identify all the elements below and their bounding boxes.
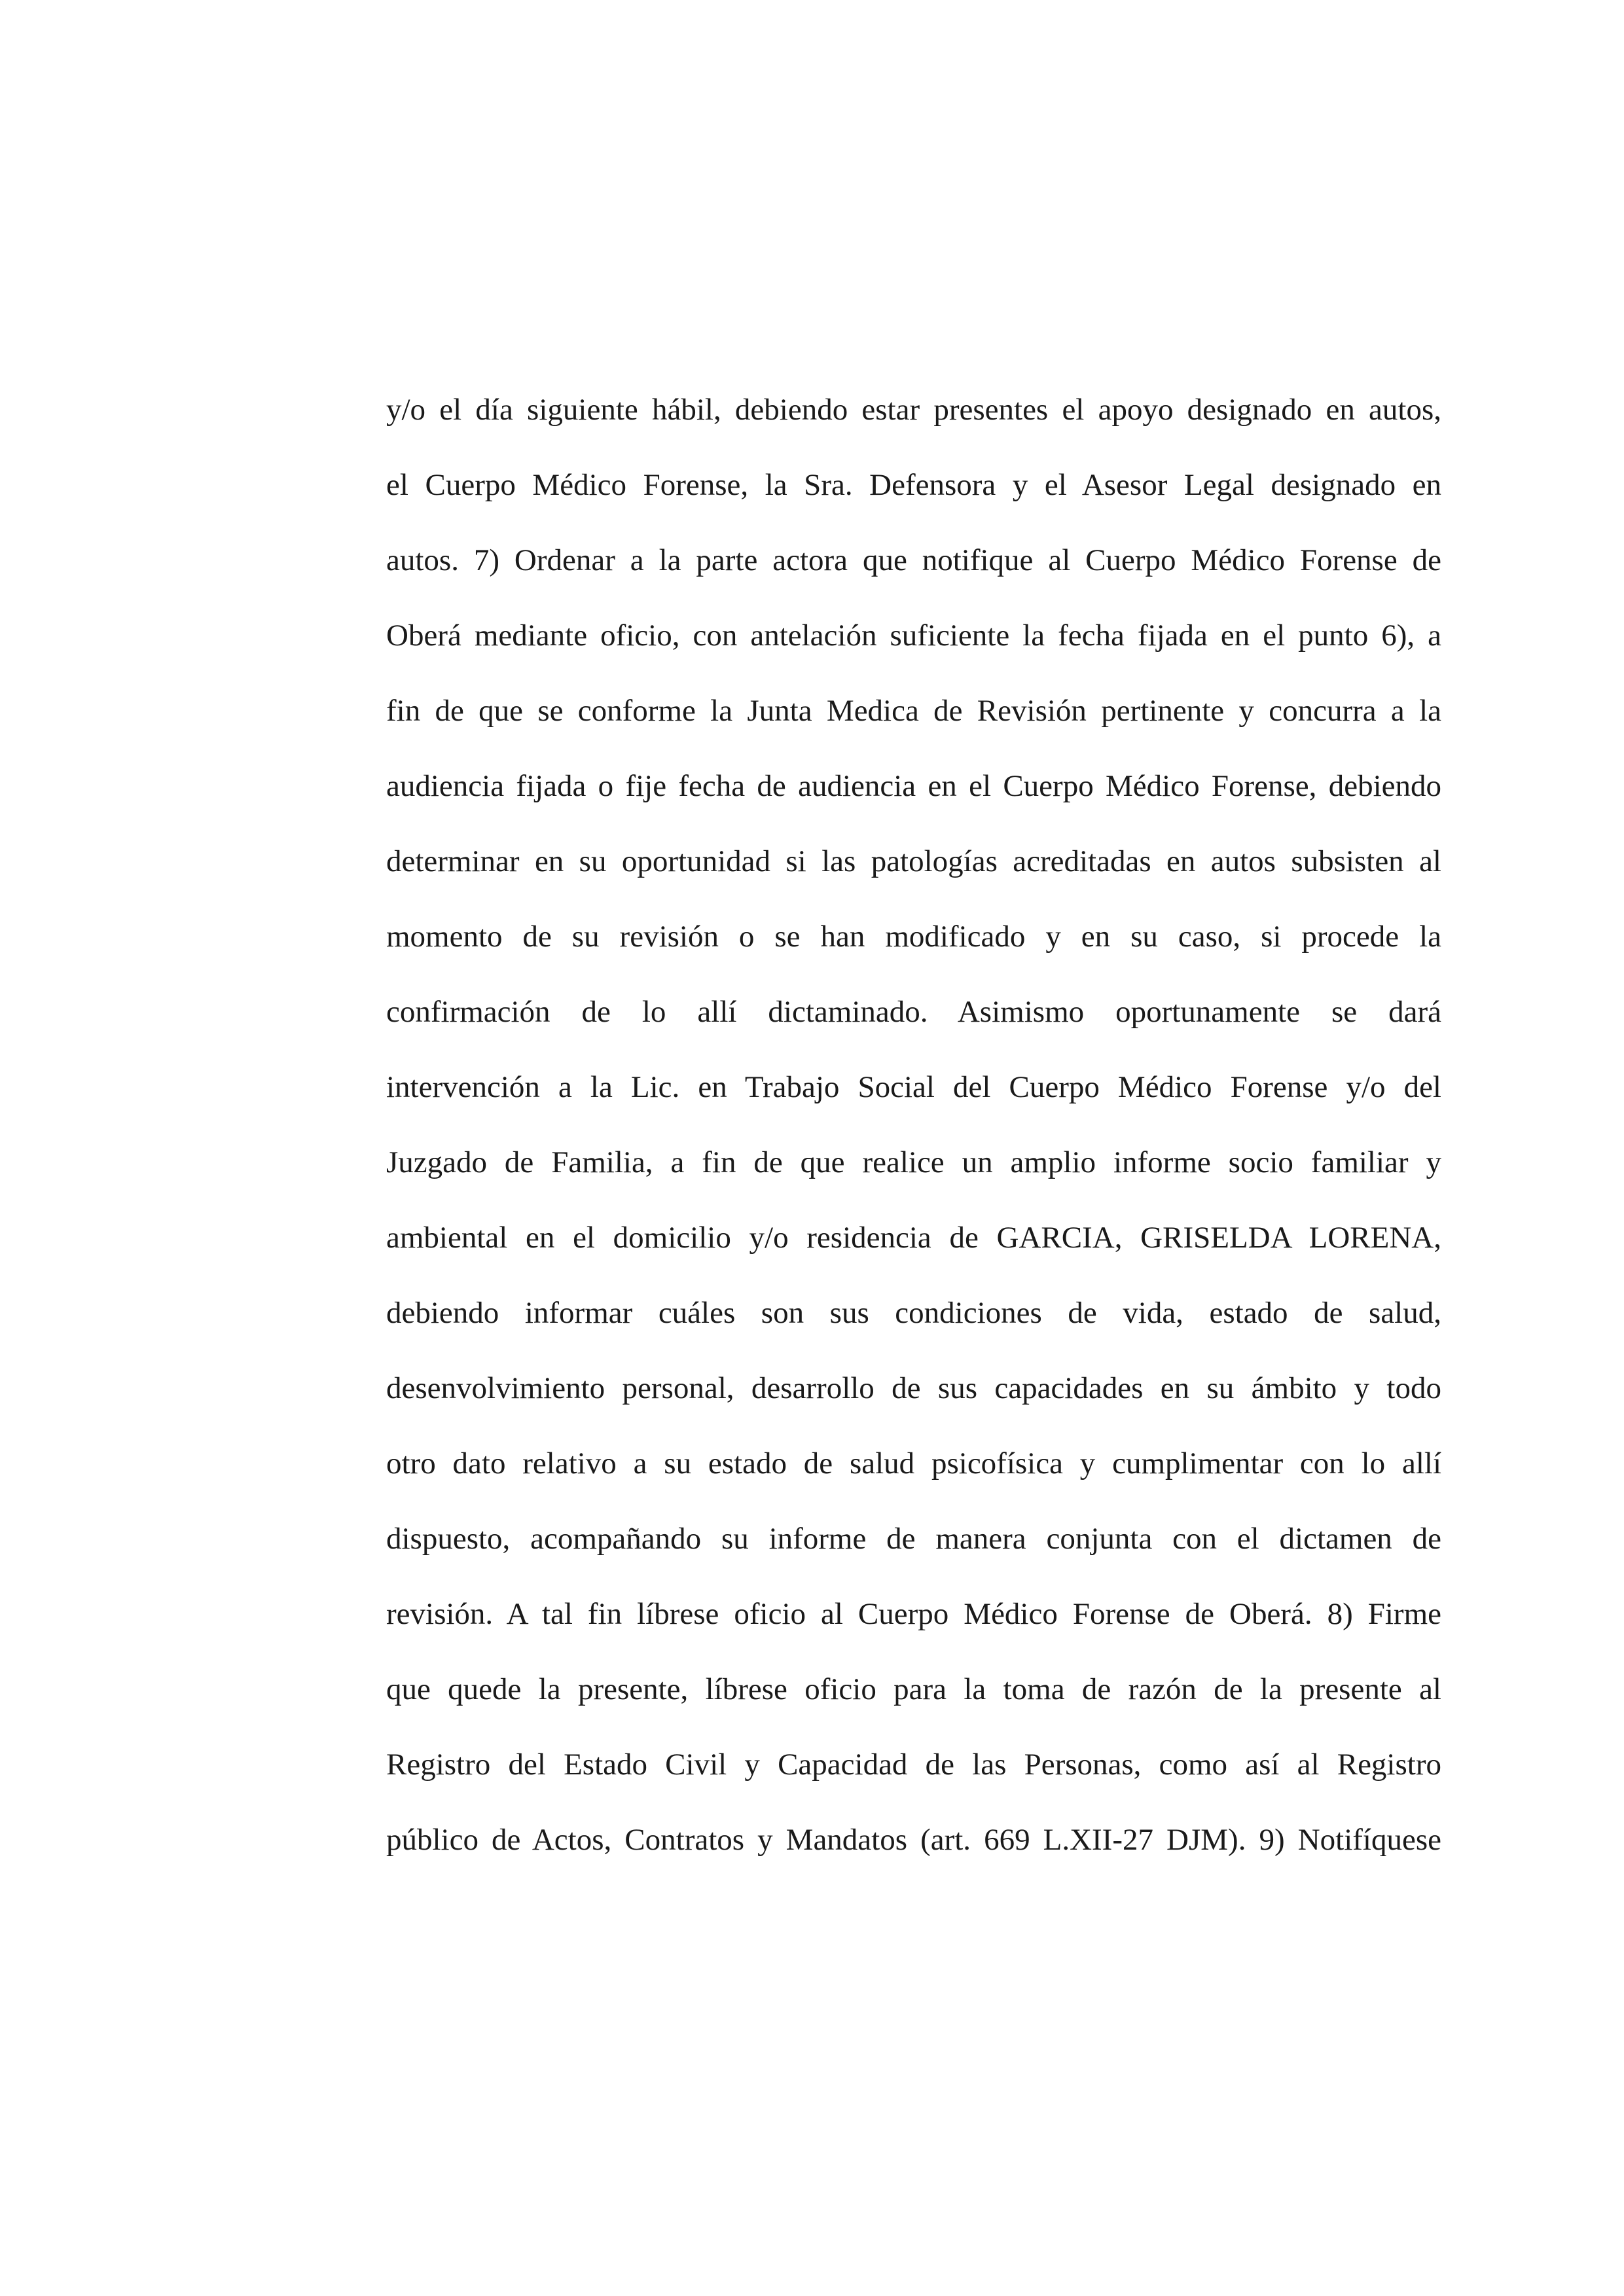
text-line: Juzgado de Familia, a fin de que realice un amplio informe socio familiar y [386,1145,1441,1179]
text-line: el Cuerpo Médico Forense, la Sra. Defensora y el Asesor Legal designado en [386,468,1441,502]
text-line: ambiental en el domicilio y/o residencia de GARCIA, GRISELDA LORENA, [386,1221,1441,1255]
text-line: Registro del Estado Civil y Capacidad de las Personas, como así al Registro [386,1748,1441,1782]
text-line: intervención a la Lic. en Trabajo Social del Cuerpo Médico Forense y/o del [386,1070,1441,1104]
text-line: y/o el día siguiente hábil, debiendo estar presentes el apoyo designado en autos, [386,393,1441,427]
text-line: desenvolvimiento personal, desarrollo de sus capacidades en su ámbito y todo [386,1371,1441,1405]
text-line: determinar en su oportunidad si las patologías acreditadas en autos subsisten al [386,844,1441,878]
text-line: Oberá mediante oficio, con antelación suficiente la fecha fijada en el punto 6), a [386,619,1441,653]
text-line: que quede la presente, líbrese oficio para la toma de razón de la presente al [386,1672,1441,1706]
text-line: debiendo informar cuáles son sus condiciones de vida, estado de salud, [386,1296,1441,1330]
text-line: otro dato relativo a su estado de salud psicofísica y cumplimentar con lo allí [386,1446,1441,1480]
text-line: confirmación de lo allí dictaminado. Asimismo oportunamente se dará [386,995,1441,1029]
text-line: dispuesto, acompañando su informe de manera conjunta con el dictamen de [386,1522,1441,1556]
text-line: fin de que se conforme la Junta Medica de Revisión pertinente y concurra a la [386,694,1441,728]
body-text [386,378,1441,1884]
text-line: audiencia fijada o fije fecha de audiencia en el Cuerpo Médico Forense, debiendo [386,769,1441,803]
text-line: público de Actos, Contratos y Mandatos (art. 669 L.XII-27 DJM). 9) Notifíquese [386,1823,1441,1857]
text-line: revisión. A tal fin líbrese oficio al Cuerpo Médico Forense de Oberá. 8) Firme [386,1597,1441,1631]
text-line: momento de su revisión o se han modificado y en su caso, si procede la [386,920,1441,954]
text-line: autos. 7) Ordenar a la parte actora que notifique al Cuerpo Médico Forense de [386,543,1441,577]
